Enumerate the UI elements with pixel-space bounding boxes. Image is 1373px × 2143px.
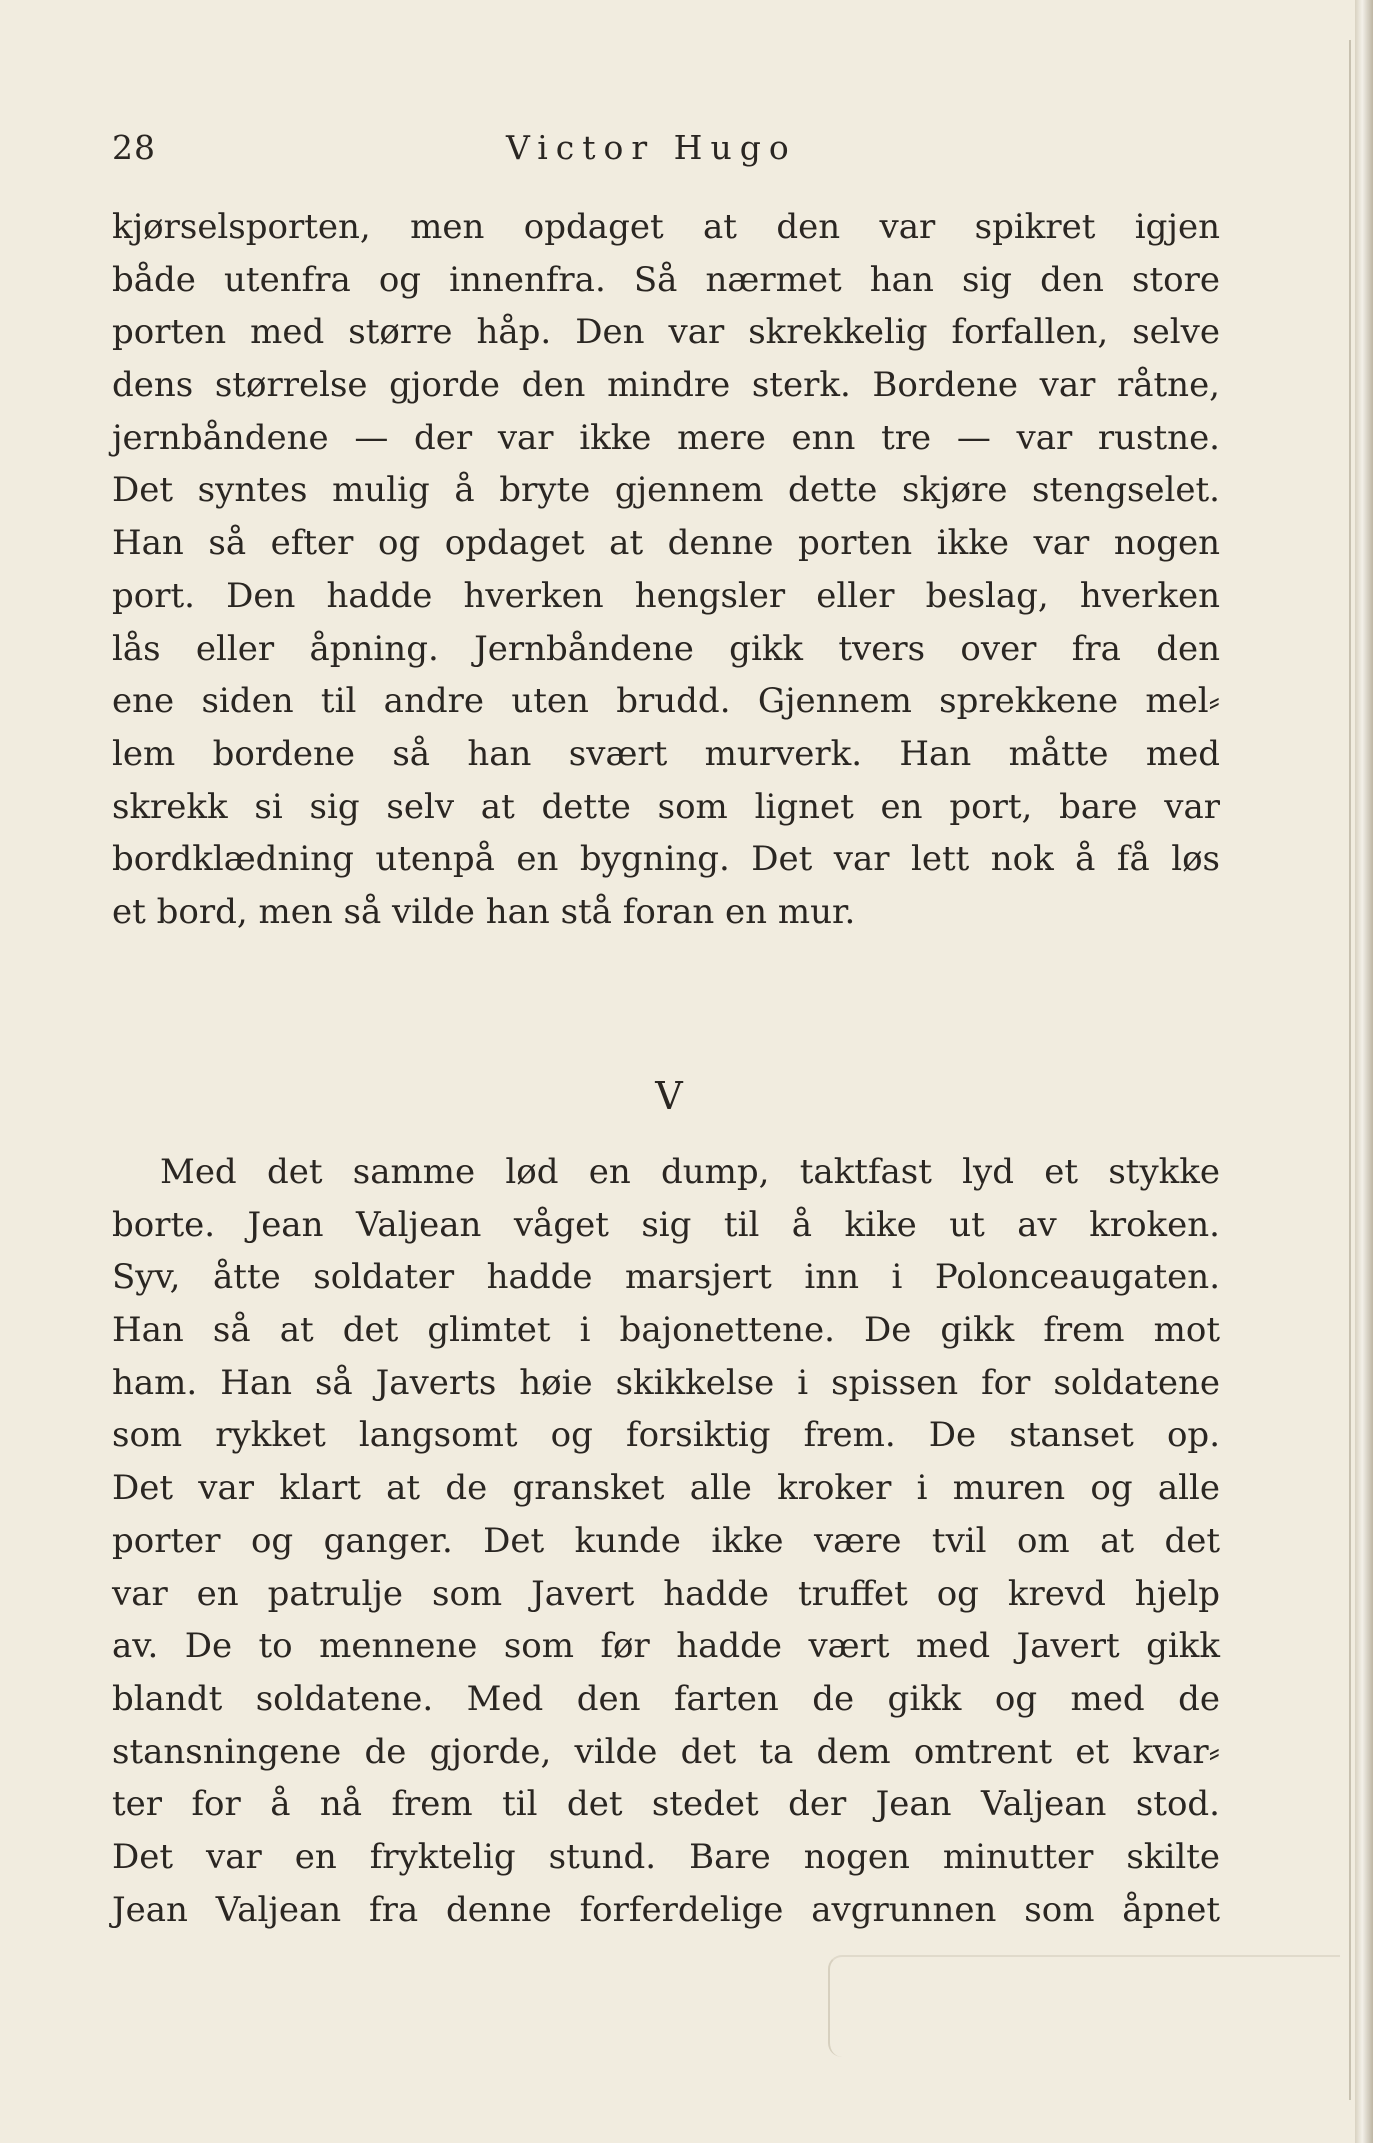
text-line: dens størrelse gjorde den mindre sterk. Bordene var råtne,: [112, 365, 1220, 406]
text-line: av. De to mennene som før hadde vært med Javert gikk: [112, 1626, 1220, 1667]
text-line: port. Den hadde hverken hengsler eller beslag, hverken: [112, 575, 1220, 616]
text-line: kjørselsporten, men opdaget at den var spikret igjen: [112, 207, 1220, 247]
text-line: ter for å nå frem til det stedet der Jean Valjean stod.: [112, 1784, 1220, 1825]
text-line: et bord, men så vilde han stå foran en mur.: [112, 891, 856, 932]
page-number: 28: [112, 128, 156, 167]
text-line: porten med større håp. Den var skrekkelig forfallen, selve: [112, 312, 1220, 353]
paragraph-1: [112, 201, 1220, 939]
text-line: borte. Jean Valjean våget sig til å kike ut av kroken.: [112, 1204, 1220, 1245]
text-line: Det var klart at de gransket alle kroker i muren og alle: [112, 1468, 1220, 1509]
running-head: Victor Hugo: [506, 128, 797, 167]
text-line: blandt soldatene. Med den farten de gikk og med de: [112, 1678, 1220, 1719]
text-line: Han så at det glimtet i bajonettene. De gikk frem mot: [112, 1310, 1220, 1351]
text-line: Syv, åtte soldater hadde marsjert inn i Polonceaugaten.: [112, 1257, 1220, 1298]
text-line: porter og ganger. Det kunde ikke være tvil om at det: [112, 1520, 1220, 1561]
section-heading: V: [655, 1074, 685, 1118]
text-line: bordklædning utenpå en bygning. Det var lett nok å få løs: [112, 839, 1220, 880]
text-line: ene siden til andre uten brudd. Gjennem sprekkene mel⸗: [112, 681, 1220, 722]
text-line: Han så efter og opdaget at denne porten ikke var nogen: [112, 523, 1220, 564]
text-line: Jean Valjean fra denne forferdelige avgrunnen som åpnet: [112, 1889, 1220, 1930]
page-edge: [1355, 0, 1373, 2143]
text-line: ham. Han så Javerts høie skikkelse i spissen for soldatene: [112, 1362, 1220, 1403]
text-line: Det syntes mulig å bryte gjennem dette skjøre stengselet.: [112, 470, 1220, 511]
text-line: skrekk si sig selv at dette som lignet en port, bare var: [112, 786, 1220, 827]
text-line: lem bordene så han svært murverk. Han måtte med: [112, 733, 1220, 774]
text-line: både utenfra og innenfra. Så nærmet han sig den store: [112, 259, 1220, 300]
text-line: som rykket langsomt og forsiktig frem. De stanset op.: [112, 1415, 1220, 1456]
text-line: stansningene de gjorde, vilde det ta dem omtrent et kvar⸗: [112, 1731, 1220, 1772]
text-line: Med det samme lød en dump, taktfast lyd et stykke: [160, 1152, 1220, 1192]
page-gutter-line: [1349, 40, 1351, 2100]
page-stain-mark: [828, 1955, 1340, 2057]
text-line: var en patrulje som Javert hadde truffet og krevd hjelp: [112, 1573, 1220, 1614]
text-line: lås eller åpning. Jernbåndene gikk tvers over fra den: [112, 628, 1220, 669]
paragraph-2: [112, 1146, 1220, 1936]
text-line: jernbåndene — der var ikke mere enn tre — var rustne.: [112, 417, 1220, 458]
text-line: Det var en fryktelig stund. Bare nogen minutter skilte: [112, 1836, 1220, 1877]
page-header: [112, 120, 1212, 180]
